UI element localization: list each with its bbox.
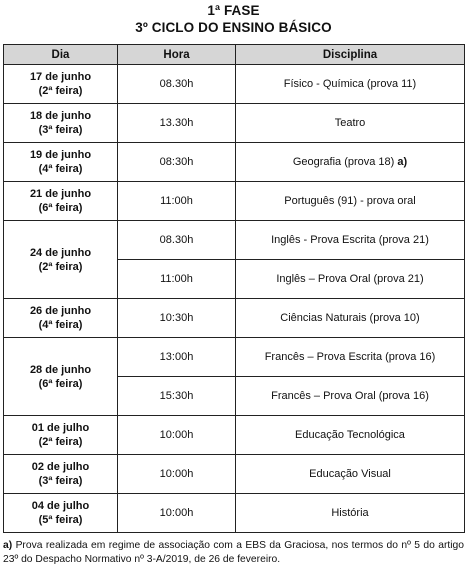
day-weekday: (6ª feira)	[38, 377, 83, 390]
subject-cell: Físico - Química (prova 11)	[236, 65, 465, 104]
exam-schedule-table	[3, 44, 465, 533]
day-cell	[4, 221, 118, 299]
time-cell: 08.30h	[118, 65, 236, 104]
time-cell: 08:30h	[118, 143, 236, 182]
column-header-subject: Disciplina	[236, 45, 465, 65]
day-cell	[4, 455, 118, 494]
subject-cell: Educação Tecnológica	[236, 416, 465, 455]
subject-cell: Ciências Naturais (prova 10)	[236, 299, 465, 338]
day-cell	[4, 143, 118, 182]
time-cell: 13:00h	[118, 338, 236, 377]
time-cell: 11:00h	[118, 182, 236, 221]
day-date: 28 de junho	[29, 363, 92, 376]
subject-cell: Inglês – Prova Oral (prova 21)	[236, 260, 465, 299]
subject-cell: Francês – Prova Escrita (prova 16)	[236, 338, 465, 377]
time-cell: 10:00h	[118, 455, 236, 494]
column-header-time: Hora	[118, 45, 236, 65]
time-cell: 11:00h	[118, 260, 236, 299]
day-date: 04 de julho	[31, 500, 90, 512]
day-weekday: (4ª feira)	[38, 319, 83, 331]
time-cell: 10:30h	[118, 299, 236, 338]
table-row	[4, 104, 465, 143]
day-weekday: (3ª feira)	[38, 475, 83, 487]
phase-title: 1ª FASE	[207, 3, 260, 18]
day-weekday: (6ª feira)	[38, 202, 83, 214]
day-weekday: (2ª feira)	[38, 260, 83, 273]
day-weekday: (3ª feira)	[38, 124, 83, 136]
table-row	[4, 221, 465, 260]
document-heading	[0, 0, 467, 36]
table-row	[4, 182, 465, 221]
time-cell: 10:00h	[118, 494, 236, 533]
subject-cell: Educação Visual	[236, 455, 465, 494]
footnote-text: Prova realizada em regime de associação com a EBS da Graciosa, nos termos do nº 5 do artigo 23º do Despacho Normativo nº 3-A/2019, de 26 de fevereiro.	[3, 540, 464, 565]
table-row	[4, 299, 465, 338]
day-cell	[4, 338, 118, 416]
day-weekday: (5ª feira)	[38, 514, 83, 526]
day-date: 26 de junho	[29, 305, 92, 317]
subject-cell: Português (91) - prova oral	[236, 182, 465, 221]
day-date: 02 de julho	[31, 461, 90, 473]
footnote-reference: a)	[397, 156, 408, 168]
day-date: 24 de junho	[29, 246, 92, 259]
table-row	[4, 65, 465, 104]
day-date: 17 de junho	[29, 71, 92, 83]
subject-cell: Inglês - Prova Escrita (prova 21)	[236, 221, 465, 260]
day-cell	[4, 494, 118, 533]
day-cell	[4, 65, 118, 104]
day-date: 21 de junho	[29, 188, 92, 200]
day-date: 18 de junho	[29, 110, 92, 122]
table-row	[4, 494, 465, 533]
table-header-row	[4, 45, 465, 65]
day-cell	[4, 104, 118, 143]
footnote-mark: a)	[3, 540, 13, 551]
subject-text: Geografia (prova 18)	[292, 156, 395, 168]
time-cell: 10:00h	[118, 416, 236, 455]
time-cell: 15:30h	[118, 377, 236, 416]
time-cell: 13.30h	[118, 104, 236, 143]
table-row	[4, 455, 465, 494]
day-weekday: (2ª feira)	[38, 436, 83, 448]
day-date: 19 de junho	[29, 149, 92, 161]
day-cell	[4, 416, 118, 455]
footnote	[3, 539, 464, 567]
cycle-title: 3º CICLO DO ENSINO BÁSICO	[135, 20, 332, 35]
day-cell	[4, 182, 118, 221]
day-cell	[4, 299, 118, 338]
day-weekday: (4ª feira)	[38, 163, 83, 175]
day-weekday: (2ª feira)	[38, 85, 83, 97]
time-cell: 08.30h	[118, 221, 236, 260]
table-row	[4, 143, 465, 182]
table-row	[4, 416, 465, 455]
subject-cell: História	[236, 494, 465, 533]
subject-cell	[236, 143, 465, 182]
column-header-day: Dia	[4, 45, 118, 65]
day-date: 01 de julho	[31, 422, 90, 434]
table-row	[4, 338, 465, 377]
subject-cell: Teatro	[236, 104, 465, 143]
subject-cell: Francês – Prova Oral (prova 16)	[236, 377, 465, 416]
